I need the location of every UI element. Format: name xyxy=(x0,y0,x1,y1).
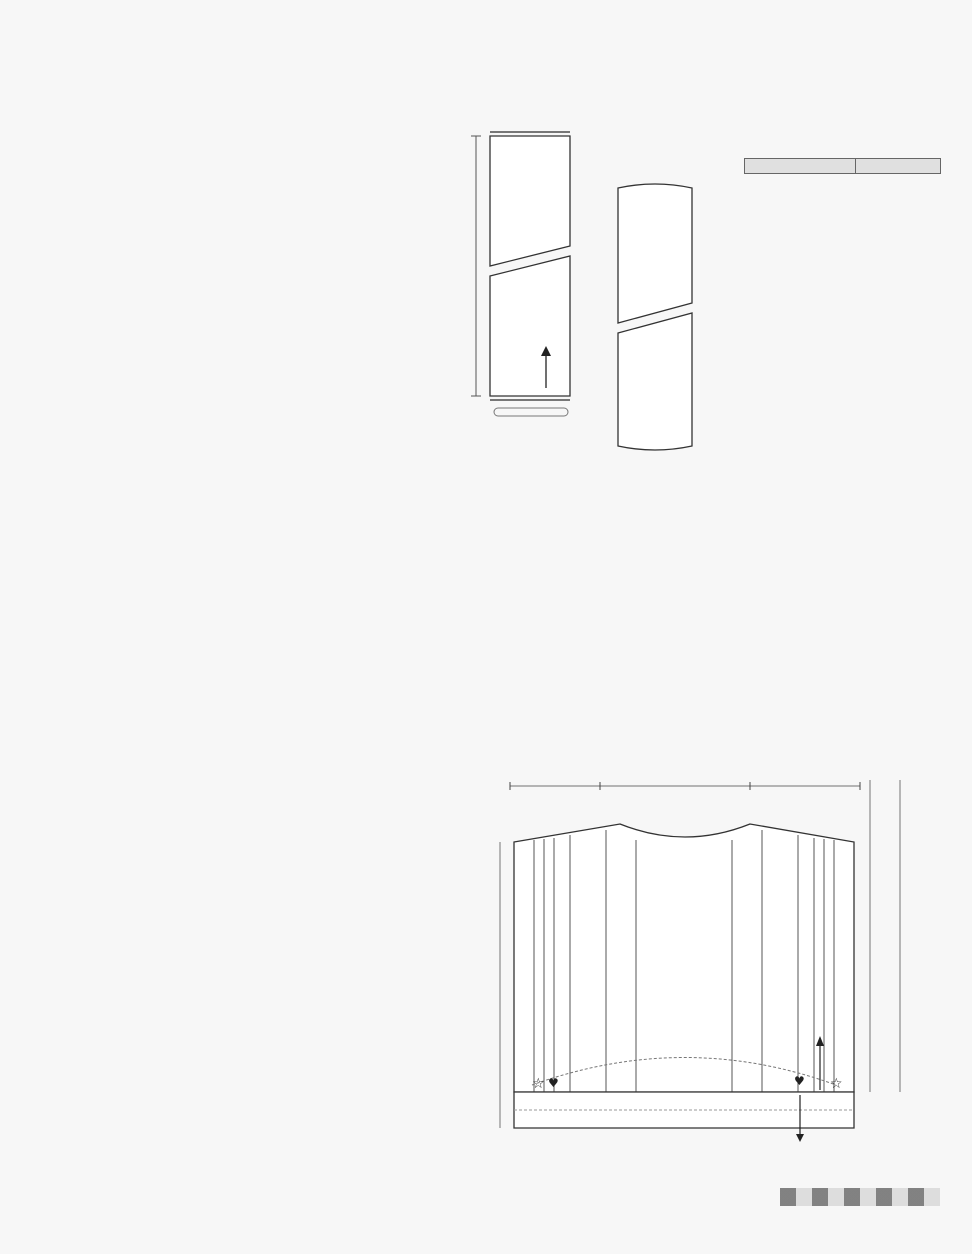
step xyxy=(46,413,446,433)
method-line xyxy=(46,326,56,346)
header-color xyxy=(856,159,941,174)
color-table xyxy=(744,158,941,174)
materials-block xyxy=(52,722,472,852)
steps-list xyxy=(46,352,446,442)
color-table-grid xyxy=(744,158,941,174)
step xyxy=(46,393,446,413)
materials-block xyxy=(46,162,446,312)
watermark-blur xyxy=(780,1188,940,1206)
heart-icon: ♥ xyxy=(548,1076,559,1090)
scarf-diagram xyxy=(460,128,600,458)
heart-icon: ♥ xyxy=(794,1074,805,1088)
finish-diagram xyxy=(610,178,700,458)
step xyxy=(46,352,446,392)
method-line xyxy=(52,866,62,886)
star-icon: ☆ xyxy=(830,1076,843,1092)
star-icon: ☆ xyxy=(532,1076,545,1092)
steps-list xyxy=(52,892,432,1237)
pullover-diagram xyxy=(470,750,950,1220)
table-header-row xyxy=(745,159,941,174)
header-rows xyxy=(745,159,856,174)
